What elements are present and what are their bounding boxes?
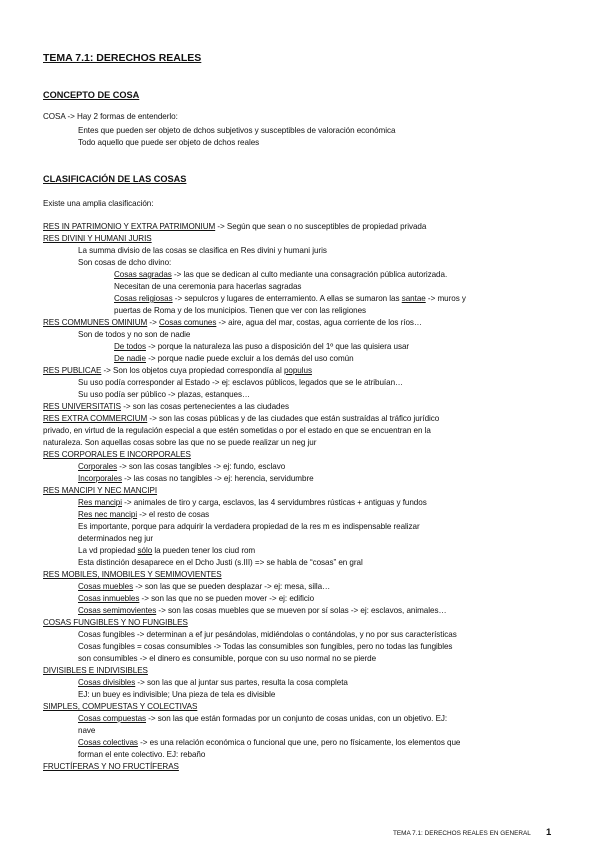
text-line xyxy=(78,474,314,484)
text-line xyxy=(78,510,209,520)
term: Cosas colectivas xyxy=(78,738,138,747)
term: Corporales xyxy=(78,462,118,471)
category-title: RES IN PATRIMONIO Y EXTRA PATRIMONIUM xyxy=(43,222,216,231)
text-line xyxy=(43,366,312,376)
text-line xyxy=(78,606,446,616)
text-line: privado, en virtud de la regulación especial a que estén sometidas o por el estado en que se encuentran en la xyxy=(43,426,431,435)
text-line xyxy=(78,738,460,748)
term: populus xyxy=(283,366,312,375)
text-line: Son de todos y no son de nadie xyxy=(78,330,191,339)
text-fragment: -> porque nadie puede excluir a los demás del uso común xyxy=(146,354,354,363)
category-title: DIVISIBLES E INDIVISIBLES xyxy=(43,666,148,675)
category-title: RES DIVINI Y HUMANI JURIS xyxy=(43,234,152,243)
category-title: RES EXTRA COMMERCIUM xyxy=(43,414,148,423)
text-fragment: -> es una relación económica o funcional que une, pero no físicamente, los elementos que xyxy=(137,738,461,747)
text-line xyxy=(78,582,330,592)
text-line xyxy=(43,222,426,232)
text-line xyxy=(114,294,466,304)
text-line xyxy=(114,354,354,364)
text-fragment: -> aire, agua del mar, costas, agua corriente de los ríos… xyxy=(216,318,422,327)
text-fragment: -> porque la naturaleza las puso a disposición del 1º que las quisiera usar xyxy=(146,342,410,351)
text-line: EJ: un buey es indivisible; Una pieza de tela es divisible xyxy=(78,690,276,699)
term: santae xyxy=(401,294,426,303)
text-fragment: -> sepulcros y lugares de enterramiento. A ellas se sumaron las xyxy=(172,294,402,303)
term: Cosas muebles xyxy=(78,582,134,591)
text-line: Todo aquello que puede ser objeto de dchos reales xyxy=(78,138,260,147)
text-fragment: -> las cosas no tangibles -> ej: herencia, servidumbre xyxy=(121,474,314,483)
text-fragment: la pueden tener los ciud rom xyxy=(152,546,256,555)
text-fragment: La vd propiedad xyxy=(78,546,138,555)
category-title: SIMPLES, COMPUESTAS Y COLECTIVAS xyxy=(43,702,198,711)
term: Cosas inmuebles xyxy=(78,594,140,603)
text-line: determinados neg jur xyxy=(78,534,154,543)
category-title: COSAS FUNGIBLES Y NO FUNGIBLES xyxy=(43,618,188,627)
text-line: Cosas fungibles = cosas consumibles -> Todas las consumibles son fungibles, pero no todas las fungibles xyxy=(78,642,453,651)
section-heading-concepto: CONCEPTO DE COSA xyxy=(43,90,140,100)
text-line: Existe una amplia clasificación: xyxy=(43,199,154,208)
text-line: COSA -> Hay 2 formas de entenderlo: xyxy=(43,112,178,121)
text-fragment: -> el resto de cosas xyxy=(137,510,210,519)
document-title: TEMA 7.1: DERECHOS REALES xyxy=(43,52,202,64)
term: Cosas semimovientes xyxy=(78,606,157,615)
text-fragment: -> son las que no se pueden mover -> ej: edificio xyxy=(139,594,315,603)
text-line xyxy=(78,594,314,604)
text-fragment: -> son las cosas tangibles -> ej: fundo, esclavo xyxy=(117,462,286,471)
category-title: RES MOBILES, INMOBILES Y SEMIMOVIENTES xyxy=(43,570,222,579)
text-fragment: -> son las que al juntar sus partes, resulta la cosa completa xyxy=(135,678,348,687)
text-fragment: -> xyxy=(147,318,159,327)
term: Cosas religiosas xyxy=(114,294,173,303)
text-line xyxy=(78,462,285,472)
term: De todos xyxy=(114,342,146,351)
category-title: RES CORPORALES E INCORPORALES xyxy=(43,450,191,459)
text-line: puertas de Roma y de los municipios. Tienen que ver con las religiones xyxy=(114,306,367,315)
text-line xyxy=(114,270,447,280)
text-line: Necesitan de una ceremonia para hacerlas sagradas xyxy=(114,282,302,291)
text-line: forman el ente colectivo. EJ: rebaño xyxy=(78,750,206,759)
text-fragment: -> son las cosas pertenecientes a las ciudades xyxy=(121,402,289,411)
text-line: La summa divisio de las cosas se clasifica en Res divini y humani juris xyxy=(78,246,327,255)
text-line xyxy=(114,342,409,352)
text-fragment: -> son las cosas muebles que se mueven por sí solas -> ej: esclavos, animales… xyxy=(156,606,447,615)
term: De nadie xyxy=(114,354,146,363)
category-title: FRUCTÍFERAS Y NO FRUCTÍFERAS xyxy=(43,762,179,771)
category-title: RES MANCIPI Y NEC MANCIPI xyxy=(43,486,158,495)
term: Res mancipi xyxy=(78,498,122,507)
text-fragment: -> muros y xyxy=(425,294,466,303)
text-line xyxy=(43,414,439,424)
page-number: 1 xyxy=(546,827,552,838)
text-line: Esta distinción desaparece en el Dcho Justi (s.III) => se habla de “cosas” en gral xyxy=(78,558,363,567)
term: Res nec mancipi xyxy=(78,510,138,519)
text-fragment: -> son las que están formadas por un conjunto de cosas unidas, con un objetivo. EJ: xyxy=(146,714,448,723)
text-line: naturaleza. Son aquellas cosas sobre las que no se puede realizar un neg jur xyxy=(43,438,317,447)
text-line xyxy=(43,318,422,328)
term: sólo xyxy=(137,546,153,555)
term: Incorporales xyxy=(78,474,122,483)
text-fragment: -> Son los objetos cuya propiedad correspondía al xyxy=(101,366,284,375)
text-fragment: -> las que se dedican al culto mediante una consagración pública autorizada. xyxy=(171,270,448,279)
page-footer: TEMA 7.1: DERECHOS REALES EN GENERAL xyxy=(393,830,531,837)
text-fragment: -> Según que sean o no susceptibles de propiedad privada xyxy=(215,222,427,231)
text-line: Entes que pueden ser objeto de dchos subjetivos y susceptibles de valoración económica xyxy=(78,126,396,135)
term: Cosas compuestas xyxy=(78,714,147,723)
category-title: RES PUBLICAE xyxy=(43,366,102,375)
text-line xyxy=(78,546,255,556)
text-line: Cosas fungibles -> determinan a ef jur pesándolas, midiéndolas o contándolas, y no por sus características xyxy=(78,630,457,639)
text-line xyxy=(78,498,427,508)
text-line xyxy=(78,678,348,688)
text-fragment: -> son las cosas públicas y de las ciudades que están sustraídas al tráfico jurídico xyxy=(147,414,440,423)
term: Cosas sagradas xyxy=(114,270,172,279)
text-line: Su uso podía corresponder al Estado -> ej: esclavos públicos, legados que se le atribuían… xyxy=(78,378,404,387)
term: Cosas comunes xyxy=(158,318,217,327)
term: Cosas divisibles xyxy=(78,678,136,687)
text-line xyxy=(43,402,289,412)
category-title: RES UNIVERSITATIS xyxy=(43,402,122,411)
text-line: son consumibles -> el dinero es consumible, porque con su uso normal no se pierde xyxy=(78,654,377,663)
text-line xyxy=(78,714,447,724)
text-fragment: -> son las que se pueden desplazar -> ej: mesa, silla… xyxy=(133,582,331,591)
text-fragment: -> animales de tiro y carga, esclavos, las 4 servidumbres rústicas + antiguas y fundos xyxy=(121,498,427,507)
section-heading-clasificacion: CLASIFICACIÓN DE LAS COSAS xyxy=(43,174,187,184)
text-line: Es importante, porque para adquirir la verdadera propiedad de la res m es indispensable realizar xyxy=(78,522,420,531)
category-title: RES COMMUNES OMINIUM xyxy=(43,318,148,327)
text-line: Son cosas de dcho divino: xyxy=(78,258,172,267)
text-line: Su uso podía ser público -> plazas, estanques… xyxy=(78,390,251,399)
text-line: nave xyxy=(78,726,96,735)
